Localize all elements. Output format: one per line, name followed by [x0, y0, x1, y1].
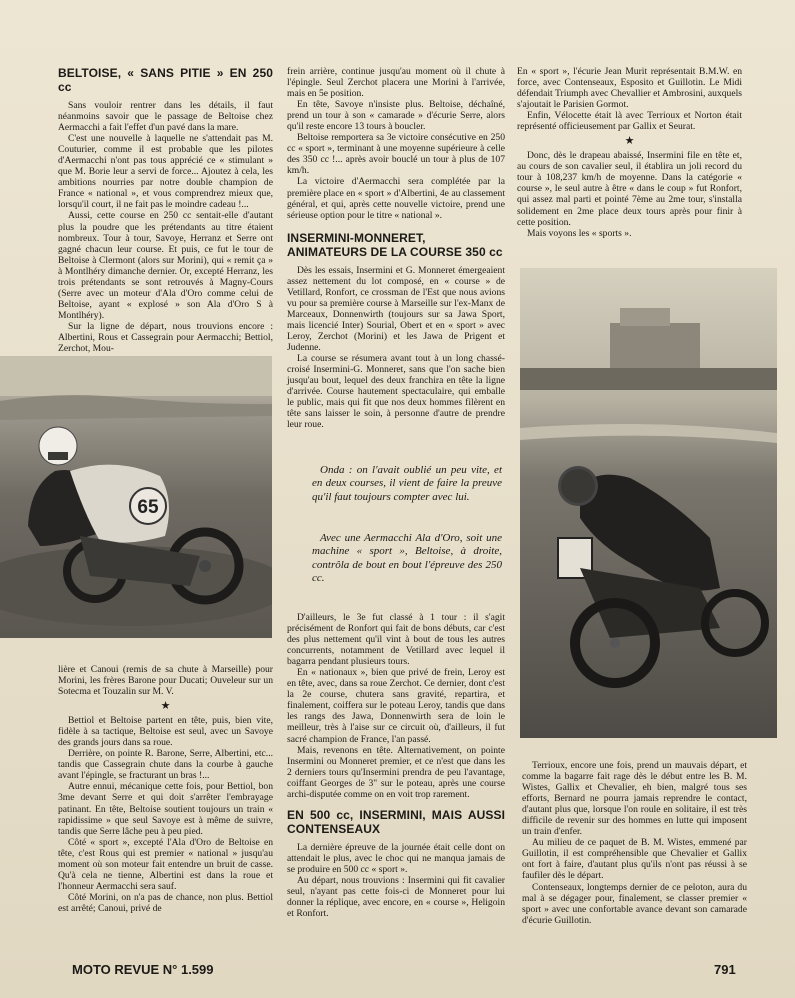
paragraph: D'ailleurs, le 3e fut classé à 1 tour : il s'agit précisément de Ronfort qui fait de bons débuts, car c'est des plus nettement qu'il vint à bout de tous les autres concurrents, notamment de Vetillard avec lequel il bagarra pendant plusieurs tours. — [287, 612, 505, 668]
photo-beltoise-image — [520, 268, 777, 738]
paragraph: Au départ, nous trouvions : Insermini qui fit cavalier seul, n'ayant pas cette fois-ci de Monneret pour lui donner la réplique, avec encore, en « course », Heligoin et Ronfort. — [287, 874, 505, 920]
column-1-bottom — [58, 664, 273, 914]
paragraph: Contenseaux, longtemps dernier de ce peloton, aura du mal à se dégager pour, finalement, se classer premier « sport » avec une confortable avance devant son camarade d'écurie Guillotin. — [522, 881, 747, 926]
paragraph: Beltoise remportera sa 3e victoire consécutive en 250 cc « sport », terminant à une moyenne supérieure à celle des 350 cc !... après avoir bouclé un tour à plus de 107 km/h. — [287, 132, 505, 177]
paragraph: Aussi, cette course en 250 cc sentait-elle d'autant plus la poudre que les prétendants au titre étaient nombreux. Tour à tour, Savoye, Herranz et Serre ont gagné chacun leur course. Et puis, ce fut le tour de Beltoise à Clermont (alors sur Morini), qui « remit ça » à Montlhéry dimanche dernier. Or, excepté Herranz, les trois prétendants se sont retrouvés à Magny-Cours (Serre avec un moteur d'Ala d'Oro comme celui de Beltoise, ayant « explosé » son Ala d'Oro S à Montlhéry). — [58, 210, 273, 321]
paragraph: Dès les essais, Insermini et G. Monneret émergeaient assez nettement du lot composé, en « course » de Vetillard, Ronfort, ce crossman de l'Est que nous avions vu pour sa première course à Marseille sur l'ex-Manx de Marceaux, Donnenwirth (toujours sur sa Jawa Sport, mais licencié Inter) Sourial, Obert et en « sport » avec Leroy, Zerchot (Morini) et les Jawa de Prigent et Judenne. — [287, 264, 505, 353]
page-number: 791 — [714, 962, 736, 977]
magazine-footer: MOTO REVUE N° 1.599 — [72, 962, 214, 977]
column-3-top — [517, 66, 742, 239]
heading-500cc: EN 500 cc, INSERMINI, MAIS AUSSI CONTENSEAUX — [287, 807, 505, 836]
paragraph: Bettiol et Beltoise partent en tête, puis, bien vite, fidèle à sa tactique, Beltoise est seul, avec un Savoye des grands jours dans sa roue. — [58, 715, 273, 749]
paragraph: En « nationaux », bien que privé de frein, Leroy est en tête, avec, dans sa roue Zerchot. Ce dernier, dont c'est la 2e course, chutera sans gravité, repartira, et finalement, coiffera sur le poteau Leroy, tandis que dans les rangs des Jawa, Donnenwirth sera de loin le meilleur, très à l'aise sur ce circuit où, d'ailleurs, il fut sacré champion de France, l'an passé. — [287, 667, 505, 745]
column-3-bottom — [522, 760, 747, 926]
star-separator: ★ — [624, 135, 635, 148]
paragraph: Côté Morini, on n'a pas de chance, non plus. Bettiol est arrêté; Canoui, privé de — [58, 891, 273, 914]
paragraph: En tête, Savoye n'insiste plus. Beltoise, déchaîné, prend un tour à son « camarade » d'écurie Serre, alors qu'il reste encore 13 tours à boucler. — [287, 99, 505, 133]
paragraph: Sans vouloir rentrer dans les détails, il faut néanmoins savoir que le passage de Beltoise chez Aermacchi a fait l'effet d'un pavé dans la mare. — [58, 100, 273, 134]
column-2-top — [287, 66, 505, 430]
photo-onda-image — [0, 356, 272, 638]
paragraph: lière et Canoui (remis de sa chute à Marseille) pour Morini, les frères Barone pour Ducati; Ouveleur sur un Sotecma et Touzalin sur M. V. — [58, 664, 273, 698]
caption-beltoise-text: Avec une Aermacchi Ala d'Oro, soit une machine « sport », Beltoise, à droite, contrôla de bout en bout l'épreuve des 250 cc. — [312, 532, 502, 585]
heading-insermini-monneret: INSERMINI-MONNERET, ANIMATEURS DE LA COURSE 350 cc — [287, 230, 503, 259]
paragraph: Au milieu de ce paquet de B. M. Wistes, emmené par Guillotin, il est compréhensible que Chevalier et Gallix ont fort à faire, d'autant plus qu'ils n'ont pas réussi à se faufiler dès le départ. — [522, 837, 747, 882]
paragraph: La course se résumera avant tout à un long chassé-croisé Insermini-G. Monneret, sans que l'on sache bien jusqu'au bout, lequel des deux franchira en tête la ligne d'arrivée. Course hautement spectaculaire, qui emballe le public, mais qui fit que nos deux hommes filèrent en tête sans laisser le soin, à personne d'autre de prendre leur roue. — [287, 353, 505, 431]
paragraph: La victoire d'Aermacchi sera complétée par la première place en « sport » d'Albertini, 4e au classement général, et qui, après cette nouvelle victoire, prend une sérieuse option pour le titre « national ». — [287, 176, 505, 221]
caption-onda-text: Onda : on l'avait oublié un peu vite, et en deux courses, il vient de faire la preuve qu'il faut toujours compter avec lui. — [312, 464, 502, 503]
paragraph: Sur la ligne de départ, nous trouvions encore : Albertini, Rous et Cassegrain pour Aermacchi; Bettiol, Zerchot, Mou- — [58, 320, 273, 355]
paragraph: Autre ennui, mécanique cette fois, pour Bettiol, bon 3me devant Serre et qui doit s'arrêter l'embrayage patinant. En tête, Beltoise soutient toujours un train « rapidissime » que seul Savoye est à même de suivre, tandis que Serre lâche peu à peu pied. — [58, 781, 273, 837]
caption-onda — [312, 464, 502, 504]
star-separator: ★ — [160, 700, 171, 713]
paragraph: Enfin, Vélocette était là avec Terrioux et Norton était représenté officieusement par Gallix et Seurat. — [517, 110, 742, 133]
paragraph: La dernière épreuve de la journée était celle dont on attendait le plus, avec le choc qui ne manqua jamais de se produire en 500 cc « sport ». — [287, 841, 505, 875]
paragraph: En « sport », l'écurie Jean Murit représentait B.M.W. en force, avec Contenseaux, Esposito et Guillotin. Le Midi défendait Triumph avec Chevallier et Ambrosini, auxquels s'ajoutait le Parisien Gormot. — [517, 66, 742, 111]
photo-beltoise-racing — [520, 268, 777, 738]
paragraph: C'est une nouvelle à laquelle ne s'attendait pas M. Couturier, comme il est probable que les pilotes d'Aermacchi n'ont pas tous apprécié ce « stimulant » que M. Borie leur a servi de force... Ajoutez à cela, les ambitions nourries par notre double champion de France « national », et vous comprendrez mieux que, lorsqu'il court, il ne fait pas le moindre cadeau !... — [58, 133, 273, 211]
paragraph: Côté « sport », excepté l'Ala d'Oro de Beltoise en tête, c'est Rous qui est premier « national » jusqu'au moment où son moteur fait entendre un bruit de casse. Qu'à cela ne tienne, Albertini est dans la roue et l'honneur Aermacchi sera sauf. — [58, 836, 273, 892]
column-1-top — [58, 66, 273, 354]
paragraph: Terrioux, encore une fois, prend un mauvais départ, et comme la bagarre fait rage dès le début entre les B. M. Wistes, Gallix et Chevalier, eh bien, malgré tous ses efforts, Bernard ne pourra jamais reprendre le contact, d'autant plus que, lorsque l'on roule en solitaire, il est très difficile de revenir sur des hommes en lutte qui imposent un train d'enfer. — [522, 760, 747, 838]
column-2-bottom — [287, 612, 505, 919]
paragraph: Mais, revenons en tête. Alternativement, on pointe Insermini ou Monneret premier, et ce n'est que dans les 2 derniers tours qu'Insermini prendra de peu l'avantage, coiffant Georges de 3" sur le poteau, après une course archi-disputée comme on en voit trop rarement. — [287, 744, 505, 800]
paragraph: Derrière, on pointe R. Barone, Serre, Albertini, etc... tandis que Cassegrain chute dans la courbe à gauche avant l'épingle, se fracturant un bras !... — [58, 748, 273, 782]
paragraph: frein arrière, continue jusqu'au moment où il chute à l'épingle. Seul Zerchot placera une Morini à l'arrivée, mais en 5e position. — [287, 66, 505, 100]
paragraph: Mais voyons les « sports ». — [527, 227, 632, 239]
racing-number: 65 — [137, 497, 159, 518]
paragraph: Donc, dès le drapeau abaissé, Insermini file en tête et, au cours de son cavalier seul, il établira un joli record du tour à 108,237 km/h de moyenne. Dans la catégorie « course », le seul autre à être « dans le coup » fut Ronfort, qui assez mal parti et pointé 7ème au 2me tour, s'installa solidement en 2me place deux tours après pour finir à cette position. — [517, 150, 742, 228]
photo-onda-racing — [0, 356, 272, 638]
heading-beltoise: BELTOISE, « SANS PITIE » EN 250 cc — [58, 66, 273, 94]
caption-beltoise — [312, 532, 502, 586]
